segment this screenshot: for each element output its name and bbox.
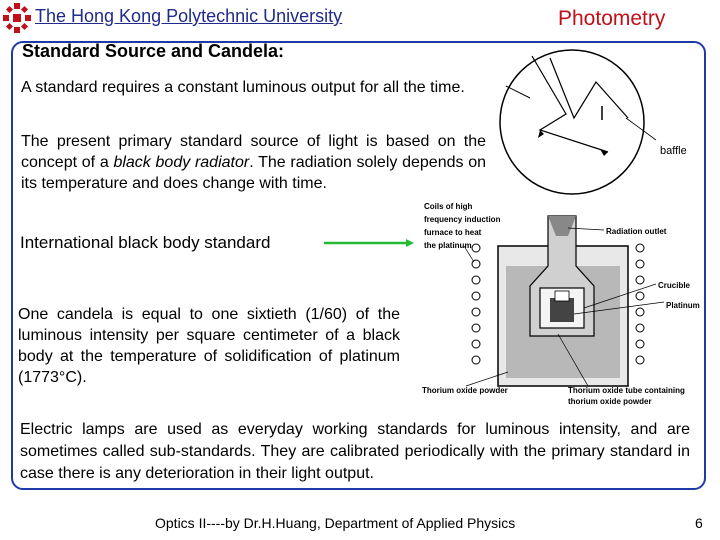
coils-label-2: frequency induction: [424, 215, 501, 224]
baffle-diagram: [498, 48, 696, 200]
page-number: 6: [695, 515, 703, 531]
baffle-label: baffle: [660, 145, 687, 157]
paragraph-primary-standard: [21, 131, 486, 194]
thorium-tube-label-1: Thorium oxide tube containing: [568, 386, 685, 395]
thorium-tube-label-2: thorium oxide powder: [568, 397, 652, 406]
coils-label-1: Coils of high: [424, 202, 473, 211]
platinum-block: [550, 298, 574, 322]
light-ray-path: [532, 56, 608, 152]
university-name: The Hong Kong Polytechnic University: [35, 6, 343, 26]
international-standard-label: International black body standard: [20, 233, 271, 252]
platinum-label: Platinum: [666, 301, 700, 310]
coils-label-3: furnace to heat: [424, 228, 482, 237]
radiation-outlet-label: Radiation outlet: [606, 227, 667, 236]
topic-title: Photometry: [558, 7, 666, 30]
coils-left: [472, 244, 480, 364]
coils-right: [636, 244, 644, 364]
p2-text-b: . The radiation solely depends on its temperature and does change with time.: [21, 154, 487, 192]
p2-text-a: The present primary standard source of light is based on the concept of a: [21, 133, 486, 171]
paragraph-standard: A standard requires a constant luminous output for all the time.: [21, 79, 465, 96]
green-arrow: [324, 238, 414, 248]
p2-emphasis: black body radiator: [113, 154, 250, 171]
paragraph-lamps: Electric lamps are used as everyday working standards for luminous intensity, and are sometimes called sub-standards. They are calibrated periodically with the primary standard in case there is any deterioration in their light output.: [20, 421, 690, 482]
paragraph-candela: One candela is equal to one sixtieth (1/60) of the luminous intensity per square centimeter of a black body at the temperature of solidification of platinum (1773°C).: [18, 306, 400, 386]
footer-credit: Optics II----by Dr.H.Huang, Department of Applied Physics: [155, 515, 516, 531]
coils-label-4: the platinum: [424, 241, 472, 250]
furnace-diagram: [418, 196, 710, 408]
slide-title: Standard Source and Candela:: [22, 41, 285, 61]
university-logo: [2, 2, 32, 34]
thorium-powder-label: Thorium oxide powder: [422, 386, 508, 395]
sphere-outline: [500, 50, 644, 194]
crucible-label: Crucible: [658, 281, 691, 290]
